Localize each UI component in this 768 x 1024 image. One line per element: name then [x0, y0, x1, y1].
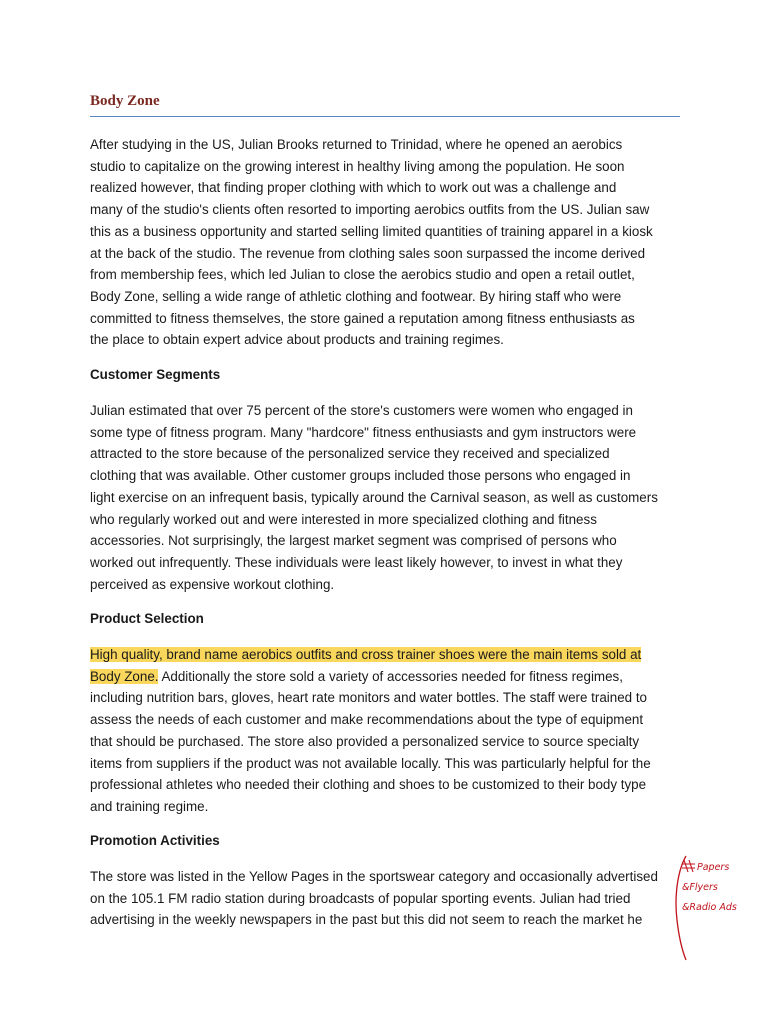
text-line: accessories. Not surprisingly, the largest market segment was comprised of persons who	[90, 533, 617, 549]
page-title: Body Zone	[90, 93, 160, 109]
text-line: clothing that was available. Other customer groups included those persons who engaged in	[90, 468, 631, 484]
product-selection-paragraph	[90, 644, 682, 818]
text-line: committed to fitness themselves, the store gained a reputation among fitness enthusiasts as	[90, 310, 635, 326]
text-line: assess the needs of each customer and make recommendations about the type of equipment	[90, 712, 644, 728]
handwritten-annotation	[664, 850, 764, 965]
text-fragment: Additionally the store sold a variety of accessories needed for fitness regimes,	[158, 668, 623, 684]
customer-segments-heading: Customer Segments	[90, 367, 221, 382]
text-line: light exercise on an infrequent basis, typically around the Carnival season, as well as customers	[90, 489, 658, 505]
text-line: the place to obtain expert advice about products and training regimes.	[90, 332, 504, 348]
text-line: this as a business opportunity and started selling limited quantities of training apparel in a kiosk	[90, 223, 653, 239]
highlighted-text: High quality, brand name aerobics outfits and cross trainer shoes were the main items sold at	[90, 647, 642, 662]
annotation-flyers-text: Flyers	[689, 882, 718, 893]
text-line: advertising in the weekly newspapers in the past but this did not seem to reach the market he	[90, 912, 643, 928]
text-line: The store was listed in the Yellow Pages in the sportswear category and occasionally advertised	[90, 869, 658, 884]
text-line: studio to capitalize on the growing interest in healthy living among the population. He soon	[90, 158, 625, 174]
text-line: professional athletes who needed their clothing and shoes to be customized to their body type	[90, 777, 647, 793]
text-line: items from suppliers if the product was not available locally. This was particularly helpful for the	[90, 755, 651, 771]
promotion-activities-heading: Promotion Activities	[90, 833, 220, 848]
annotation-radio-text: Radio Ads	[689, 902, 737, 913]
text-line: worked out infrequently. These individuals were least likely however, to invest in what they	[90, 554, 623, 570]
text-line	[90, 644, 682, 666]
text-line: that should be purchased. The store also provided a personalized service to source specialty	[90, 733, 640, 749]
text-line: on the 105.1 FM radio station during broadcasts of popular sporting events. Julian had tried	[90, 890, 631, 906]
text-line: After studying in the US, Julian Brooks returned to Trinidad, where he opened an aerobics	[90, 137, 623, 152]
annotation-hash-mark	[682, 860, 695, 872]
text-line	[90, 666, 682, 688]
text-line: Julian estimated that over 75 percent of the store's customers were women who engaged in	[90, 403, 633, 418]
text-line: and training regime.	[90, 798, 209, 814]
title-divider	[90, 116, 680, 117]
text-line: Body Zone, selling a wide range of athletic clothing and footwear. By hiring staff who were	[90, 288, 622, 304]
text-line: who regularly worked out and were interested in more specialized clothing and fitness	[90, 511, 597, 527]
highlighted-text: Body Zone.	[90, 668, 159, 684]
text-line: attracted to the store because of the personalized service they received and specialized	[90, 446, 610, 462]
annotation-line-radio: &Radio Ads	[682, 902, 737, 913]
text-line: including nutrition bars, gloves, heart rate monitors and water bottles. The staff were trained to	[90, 690, 648, 706]
text-line: some type of fitness program. Many "hardcore" fitness enthusiasts and gym instructors were	[90, 424, 637, 440]
promotion-activities-paragraph	[90, 866, 682, 931]
text-line: at the back of the studio. The revenue from clothing sales soon surpassed the income derived	[90, 245, 646, 261]
product-selection-heading: Product Selection	[90, 611, 204, 626]
annotation-line-papers: Papers	[697, 862, 730, 873]
text-line: from membership fees, which led Julian to close the aerobics studio and open a retail outlet,	[90, 267, 635, 283]
text-line: realized however, that finding proper clothing with which to work out was a challenge and	[90, 180, 617, 196]
annotation-line-flyers: &Flyers	[682, 882, 718, 893]
text-line: perceived as expensive workout clothing.	[90, 576, 335, 592]
customer-segments-paragraph	[90, 400, 682, 595]
text-line: many of the studio's clients often resorted to importing aerobics outfits from the US. Julian saw	[90, 202, 650, 218]
intro-paragraph	[90, 134, 682, 351]
